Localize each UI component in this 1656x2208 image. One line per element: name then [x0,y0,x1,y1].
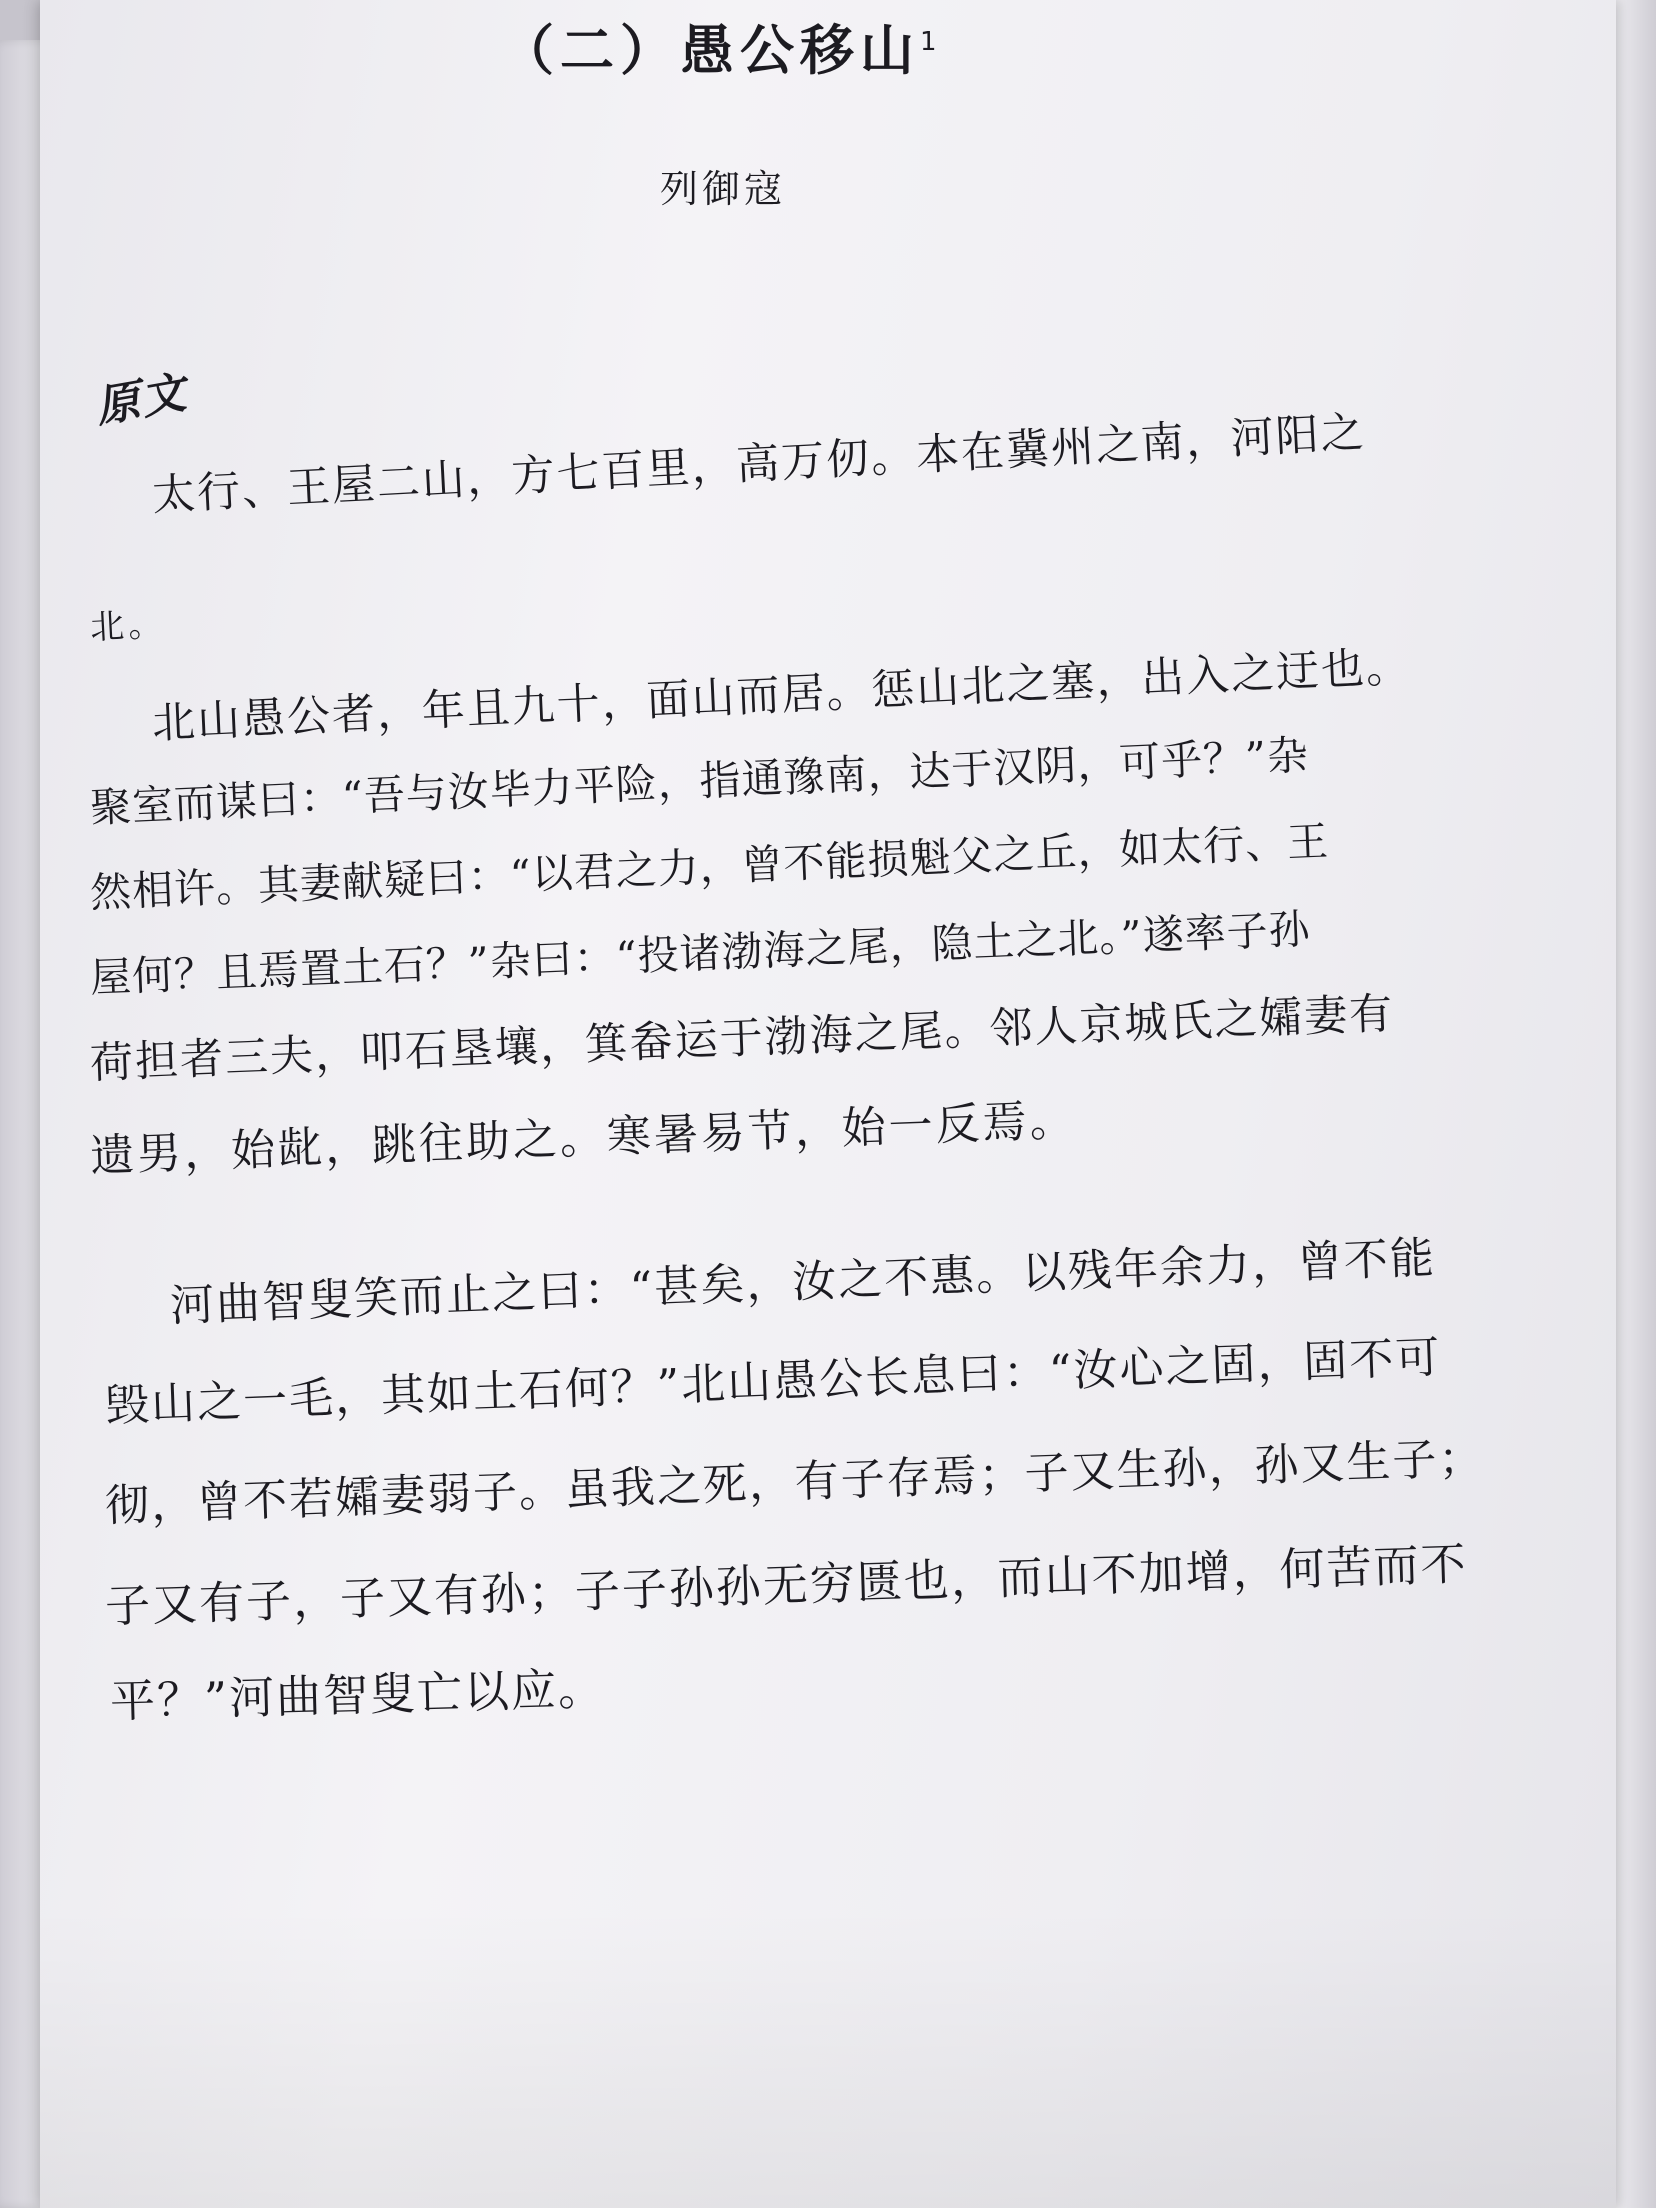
section-heading: 原文 [91,366,192,434]
text-line: 河曲智叟笑而止之曰：“甚矣，汝之不惠。以残年余力，曾不能 [169,1232,1437,1332]
page-title [500,8,937,85]
text-line: 太行、王屋二山，方七百里，高万仞。本在冀州之南，河阳之 [150,407,1367,521]
text-line: 荷担者三夫，叩石垦壤，箕畚运于渤海之尾。邻人京城氏之孀妻有 [89,988,1396,1089]
text-line: 子又有子，子又有孙；子子孙孙无穷匮也，而山不加增，何苦而不 [104,1537,1469,1633]
text-line: 北山愚公者，年且九十，面山而居。惩山北之塞，出入之迂也。 [151,641,1412,749]
author-name: 列御寇 [660,167,787,211]
text-line: 北。 [89,604,168,648]
title-footnote-marker: 1 [920,27,937,57]
text-line: 彻，曾不若孀妻弱子。虽我之死，有子存焉；子又生孙，孙又生子； [104,1432,1486,1532]
text-line: 平？”河曲智叟亡以应。 [109,1662,606,1728]
text-line: 然相许。其妻献疑曰：“以君之力，曾不能损魁父之丘，如太行、王 [89,817,1331,917]
text-line: 毁山之一毛，其如土石何？”北山愚公长息曰：“汝心之固，固不可 [104,1332,1443,1432]
text-line: 聚室而谋曰：“吾与汝毕力平险，指通豫南，达于汉阴，可乎？”杂 [89,730,1310,832]
title-text: （二）愚公移山 [500,19,920,82]
book-page [40,0,1616,2208]
text-line: 遗男，始龀，跳往助之。寒暑易节，始一反焉。 [89,1094,1078,1182]
text-line: 屋何？且焉置土石？”杂曰：“投诸渤海之尾，隐土之北。”遂率子孙 [89,904,1312,1002]
